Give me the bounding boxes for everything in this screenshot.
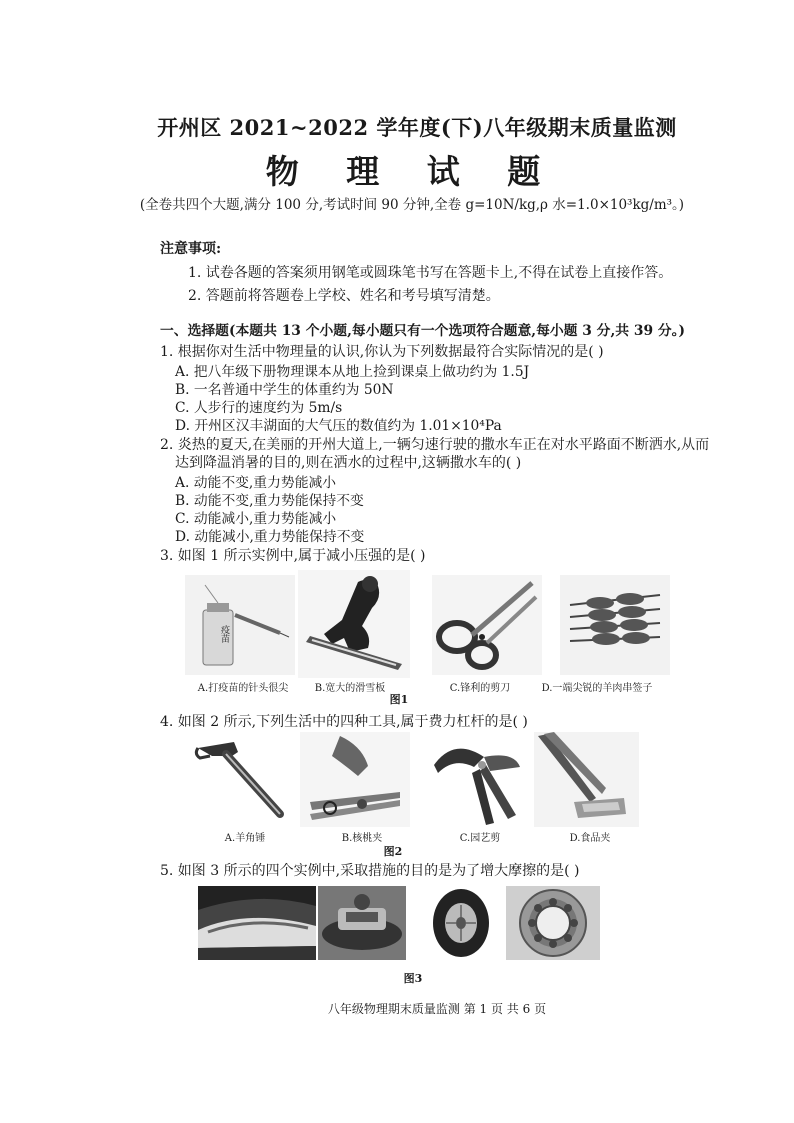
subject-title: 物 理 试 题: [265, 152, 559, 191]
figure2-caption-b: B.核桃夹: [341, 833, 383, 844]
section-heading: 一、选择题(本题共 13 个小题,每小题只有一个选项符合题意,每小题 3 分,共 39 分。): [160, 323, 686, 339]
figure1-caption-b: B.宽大的滑雪板: [314, 683, 386, 694]
figure1-label: 图1: [389, 693, 409, 706]
ball-bearing-image: [506, 886, 600, 960]
question-2-option-d: D. 动能减小,重力势能保持不变: [175, 529, 365, 545]
figure1-caption-c: C.锋利的剪刀: [449, 683, 511, 694]
page-footer: 八年级物理期末质量监测 第 1 页 共 6 页: [327, 1002, 547, 1016]
lamb-skewers-image: [560, 575, 670, 675]
exam-subtitle: (全卷共四个大题,满分 100 分,考试时间 90 分钟,全卷 g=10N/kg,ρ 水=1.0×10³kg/m³。): [139, 197, 685, 213]
figure3-label: 图3: [403, 972, 423, 985]
question-2-option-a: A. 动能不变,重力势能减小: [175, 475, 337, 491]
vial-label: 疫苗: [219, 625, 229, 643]
tire-image: [428, 886, 494, 960]
question-1-option-c: C. 人步行的速度约为 5m/s: [175, 400, 343, 416]
figure2-label: 图2: [383, 845, 403, 858]
question-5-stem: 5. 如图 3 所示的四个实例中,采取措施的目的是为了增大摩擦的是( ): [160, 863, 580, 879]
notes-heading: 注意事项:: [160, 241, 222, 257]
hovercraft-image: [318, 886, 406, 960]
snowboarder-image: [298, 570, 410, 678]
figure2-caption-c: C.园艺剪: [459, 833, 501, 844]
nutcracker-image: [300, 732, 410, 827]
scissors-image: [432, 575, 542, 675]
figure2-caption-d: D.食品夹: [569, 833, 611, 844]
question-2-option-b: B. 动能不变,重力势能保持不变: [175, 493, 364, 509]
exam-title: 开州区 2021~2022 学年度(下)八年级期末质量监测: [157, 115, 677, 140]
food-tongs-image: [534, 732, 639, 827]
vaccine-syringe-image: [185, 575, 295, 675]
question-4-stem: 4. 如图 2 所示,下列生活中的四种工具,属于费力杠杆的是( ): [160, 714, 528, 730]
figure2-caption-a: A.羊角锤: [224, 833, 266, 844]
question-1-option-b: B. 一名普通中学生的体重约为 50N: [175, 382, 394, 398]
question-1-option-d: D. 开州区汉丰湖面的大气压的数值约为 1.01×10⁴Pa: [175, 418, 502, 434]
note-item: 1. 试卷各题的答案须用钢笔或圆珠笔书写在答题卡上,不得在试卷上直接作答。: [188, 265, 673, 281]
note-item: 2. 答题前将答题卷上学校、姓名和考号填写清楚。: [188, 288, 500, 304]
maglev-train-image: [198, 886, 316, 960]
question-1-option-a: A. 把八年级下册物理课本从地上捡到课桌上做功约为 1.5J: [175, 364, 530, 380]
figure1-caption-a: A.打疫苗的针头很尖: [197, 683, 289, 694]
claw-hammer-image: [192, 738, 292, 820]
pruning-shears-image: [424, 735, 524, 827]
question-1-stem: 1. 根据你对生活中物理量的认识,你认为下列数据最符合实际情况的是( ): [160, 344, 604, 360]
figure1-caption-d: D.一端尖锐的羊肉串签子: [541, 683, 653, 694]
question-2-option-c: C. 动能减小,重力势能减小: [175, 511, 337, 527]
question-2-stem-line2: 达到降温消暑的目的,则在洒水的过程中,这辆撒水车的( ): [175, 455, 522, 471]
question-2-stem-line1: 2. 炎热的夏天,在美丽的开州大道上,一辆匀速行驶的撒水车正在对水平路面不断洒水,从而: [160, 437, 710, 453]
question-3-stem: 3. 如图 1 所示实例中,属于减小压强的是( ): [160, 548, 426, 564]
